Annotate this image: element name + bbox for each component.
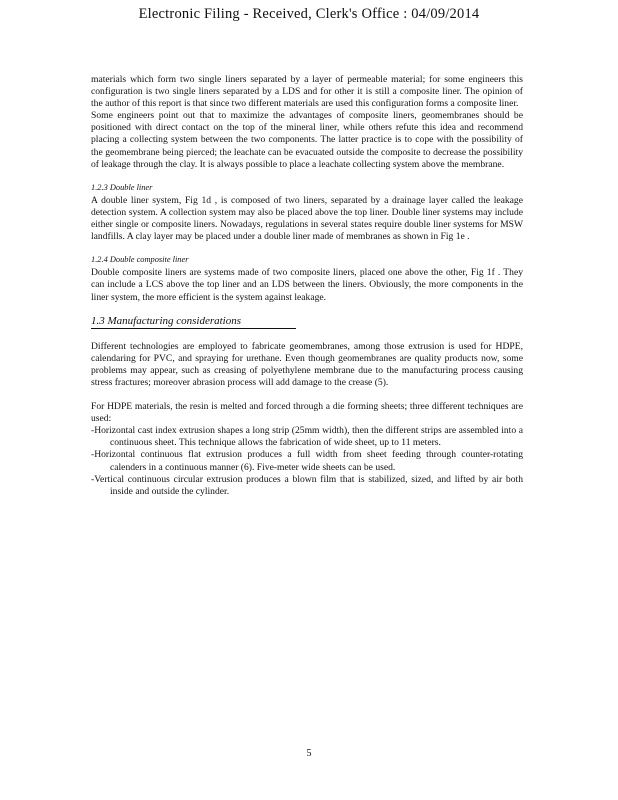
- body-paragraph: A double liner system, Fig 1d , is composed of two liners, separated by a drainage layer called the leakage detection system. A collection system may also be placed above the top liner. Double liner systems may include either single or composite liners. Nowadays, regulations in several states require double liner systems for MSW landfills. A clay layer may be placed under a double liner made of membranes as shown in Fig 1e .: [91, 194, 523, 243]
- body-paragraph: For HDPE materials, the resin is melted and forced through a die forming sheets; three different techniques are used:: [91, 401, 523, 425]
- body-paragraph: materials which form two single liners separated by a layer of permeable material; for some engineers this configuration is two single liners separated by a LDS and for other it is still a composite liner. The opinion of the author of this report is that since two different materials are used this configuration forms a composite liner.: [91, 74, 523, 110]
- body-paragraph: Double composite liners are systems made of two composite liners, placed one above the other, Fig 1f . They can include a LCS above the top liner and an LDS between the liners. Obviously, the more components in the liner system, the more efficient is the system against leakage.: [91, 267, 523, 303]
- subsection-heading: 1.2.3 Double liner: [91, 182, 153, 192]
- document-body: [91, 74, 523, 498]
- list-item: -Vertical continuous circular extrusion produces a blown film that is stabilized, sized, and lifted by air both inside and outside the cylinder.: [91, 473, 523, 497]
- page-number: 5: [306, 748, 312, 759]
- filing-header: Electronic Filing - Received, Clerk's Office : 04/09/2014: [138, 6, 480, 22]
- body-paragraph: Different technologies are employed to fabricate geomembranes, among those extrusion is used for HDPE, calendaring for PVC, and spraying for urethane. Even though geomembranes are quality products now, some problems may appear, such as creasing of polyethylene membrane due to the manufacturing process causing stress fractures; moreover abrasion process will add damage to the crease (5).: [91, 340, 523, 388]
- list-item: -Horizontal continuous flat extrusion produces a full width from sheet feeding through counter-rotating calenders in a continuous manner (6). Five-meter wide sheets can be used.: [91, 449, 523, 473]
- body-paragraph: Some engineers point out that to maximize the advantages of composite liners, geomembranes should be positioned with direct contact on the top of the mineral liner, while others refute this idea and recommend placing a collecting system between the two components. The latter practice is to cope with the possibility of the geomembrane being pierced; the leachate can be evacuated outside the composite to decrease the possibility of leakage through the clay. It is always possible to place a leachate collecting system above the membrane.: [91, 110, 523, 170]
- list-item: -Horizontal cast index extrusion shapes a long strip (25mm width), then the different strips are assembled into a continuous sheet. This technique allows the fabrication of wide sheet, up to 11 meters.: [91, 425, 523, 449]
- subsection-heading: 1.2.4 Double composite liner: [91, 255, 189, 265]
- section-heading: 1.3 Manufacturing considerations: [91, 315, 296, 329]
